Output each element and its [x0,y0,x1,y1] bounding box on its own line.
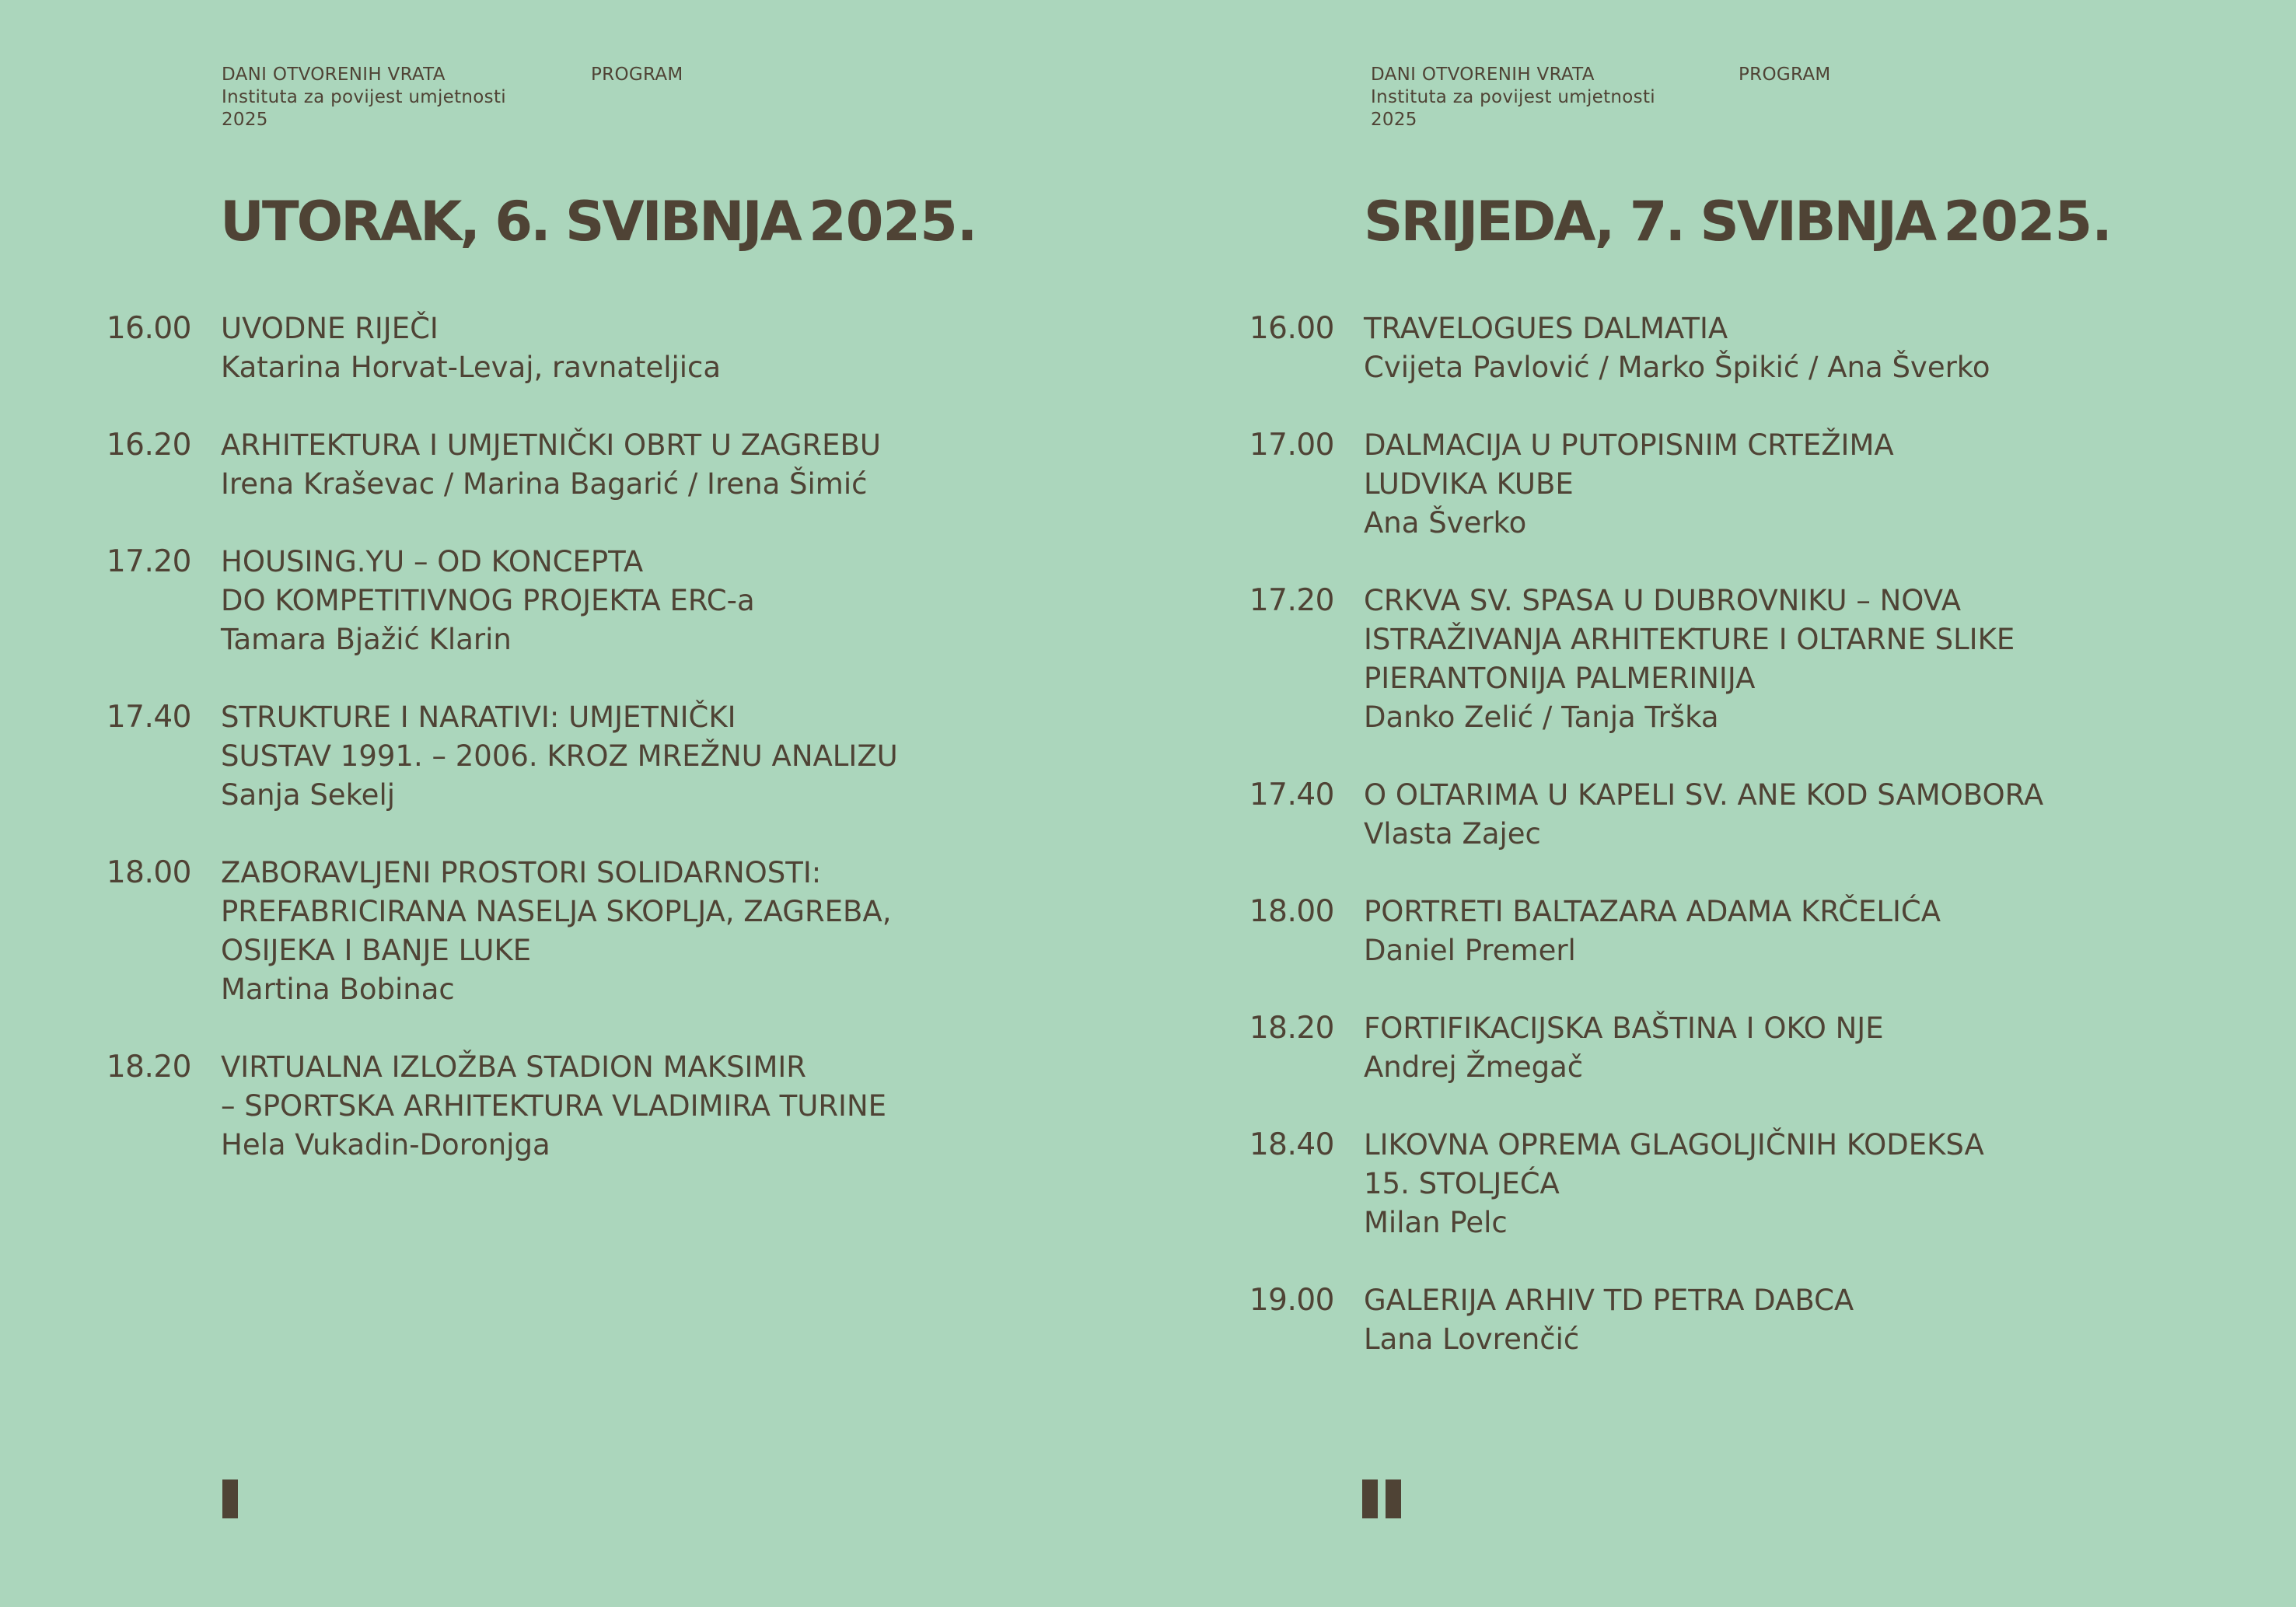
session-title-line: 15. STOLJEĆA [1364,1167,1560,1200]
schedule-list [1148,309,2295,1398]
day-title [1364,190,2112,253]
header-line: DANI OTVORENIH VRATA [222,65,446,85]
session-title-line: FORTIFIKACIJSKA BAŠTINA I OKO NJE [1364,1011,1884,1045]
session-time: 16.00 [106,311,191,346]
schedule-item [1148,1281,2295,1398]
session-title-line: – SPORTSKA ARHITEKTURA VLADIMIRA TURINE [221,1089,887,1123]
session-time: 18.00 [106,855,191,890]
session-details [221,854,892,1009]
session-time: 17.20 [1249,583,1334,618]
session-speakers: Vlasta Zajec [1364,817,1541,851]
session-speakers: Irena Kraševac / Marina Bagarić / Irena Šimić [221,467,868,501]
session-speakers: Andrej Žmegač [1364,1050,1584,1084]
header-line: Instituta za povijest umjetnosti [1371,87,1655,107]
session-speakers: Ana Šverko [1364,506,1527,540]
schedule-item [0,543,1148,698]
session-details [1364,582,2015,737]
session-title-line: GALERIJA ARHIV TD PETRA DABCA [1364,1284,1854,1317]
schedule-item [1148,1009,2295,1126]
session-speakers: Cvijeta Pavlović / Marko Špikić / Ana Šverko [1364,351,1990,384]
session-title-line: CRKVA SV. SPASA U DUBROVNIKU – NOVA [1364,584,1962,617]
session-title-line: OSIJEKA I BANJE LUKE [221,934,532,967]
session-title-line: LIKOVNA OPREMA GLAGOLJIČNIH KODEKSA [1364,1128,1984,1162]
schedule-item [0,309,1148,426]
session-details [1364,893,1941,970]
page-right [1148,0,2295,1607]
header-institute [222,64,506,131]
day-title [220,190,977,253]
schedule-item [0,426,1148,543]
day-title-date: UTORAK, 6. SVIBNJA [220,190,800,253]
session-time: 18.00 [1249,894,1334,929]
schedule-item [0,698,1148,854]
schedule-list [0,309,1148,1204]
session-title-line: TRAVELOGUES DALMATIA [1364,312,1728,345]
session-details [221,426,881,504]
session-title-line: PORTRETI BALTAZARA ADAMA KRČELIĆA [1364,895,1941,928]
session-title-line: PIERANTONIJA PALMERINIJA [1364,662,1756,695]
schedule-item [1148,776,2295,893]
schedule-item [1148,426,2295,582]
header-line: DANI OTVORENIH VRATA [1371,65,1595,85]
session-speakers: Sanja Sekelj [221,778,396,812]
session-time: 19.00 [1249,1283,1334,1318]
schedule-item [1148,582,2295,776]
session-details [221,1048,886,1165]
schedule-item [1148,309,2295,426]
session-time: 18.40 [1249,1127,1334,1162]
page-number-bar [222,1479,238,1518]
schedule-item [0,854,1148,1048]
session-time: 17.40 [106,700,191,735]
session-title-line: UVODNE RIJEČI [221,312,439,345]
session-details [1364,776,2043,854]
page-number-bar [1362,1479,1378,1518]
session-title-line: HOUSING.YU – OD KONCEPTA [221,545,644,578]
session-title-line: ISTRAŽIVANJA ARHITEKTURE I OLTARNE SLIKE [1364,623,2015,656]
session-title-line: DO KOMPETITIVNOG PROJEKTA ERC-a [221,584,755,617]
session-details [1364,309,1990,387]
session-time: 18.20 [1249,1011,1334,1046]
session-time: 17.40 [1249,777,1334,812]
session-speakers: Martina Bobinac [221,973,455,1006]
session-title-line: ZABORAVLJENI PROSTORI SOLIDARNOSTI: [221,856,822,889]
day-title-date: SRIJEDA, 7. SVIBNJA [1364,190,1935,253]
session-time: 16.20 [106,428,191,463]
session-title-line: O OLTARIMA U KAPELI SV. ANE KOD SAMOBORA [1364,778,2044,812]
page-number [222,1479,238,1518]
session-time: 17.20 [106,544,191,579]
header-line: 2025 [222,110,268,130]
session-time: 17.00 [1249,428,1334,463]
header-section: PROGRAM [591,65,683,85]
header-section: PROGRAM [1739,65,1831,85]
session-time: 16.00 [1249,311,1334,346]
session-title-line: PREFABRICIRANA NASELJA SKOPLJA, ZAGREBA, [221,895,892,928]
header-line: Instituta za povijest umjetnosti [222,87,506,107]
session-speakers: Danko Zelić / Tanja Trška [1364,700,1719,734]
session-title-line: SUSTAV 1991. – 2006. KROZ MREŽNU ANALIZU [221,739,898,773]
day-title-year: 2025. [808,190,977,253]
session-details [1364,1126,1984,1242]
day-title-year: 2025. [1943,190,2112,253]
session-speakers: Tamara Bjažić Klarin [221,623,512,656]
session-title-line: LUDVIKA KUBE [1364,467,1574,501]
session-title-line: ARHITEKTURA I UMJETNIČKI OBRT U ZAGREBU [221,428,881,462]
schedule-item [1148,893,2295,1009]
schedule-item [0,1048,1148,1204]
header-institute [1371,64,1655,131]
session-title-line: VIRTUALNA IZLOŽBA STADION MAKSIMIR [221,1050,807,1084]
session-speakers: Milan Pelc [1364,1206,1508,1239]
page-number [1362,1479,1401,1518]
session-details [1364,1281,1854,1359]
session-speakers: Daniel Premerl [1364,934,1576,967]
session-speakers: Katarina Horvat-Levaj, ravnateljica [221,351,722,384]
session-title-line: STRUKTURE I NARATIVI: UMJETNIČKI [221,700,736,734]
session-details [1364,426,1894,543]
schedule-item [1148,1126,2295,1281]
header-line: 2025 [1371,110,1417,130]
session-speakers: Lana Lovrenčić [1364,1322,1580,1356]
session-title-line: DALMACIJA U PUTOPISNIM CRTEŽIMA [1364,428,1894,462]
page-number-bar [1386,1479,1401,1518]
session-details [221,698,898,815]
session-details [221,309,721,387]
session-time: 18.20 [106,1050,191,1085]
session-details [1364,1009,1884,1087]
session-speakers: Hela Vukadin-Doronjga [221,1128,550,1162]
session-details [221,543,755,659]
